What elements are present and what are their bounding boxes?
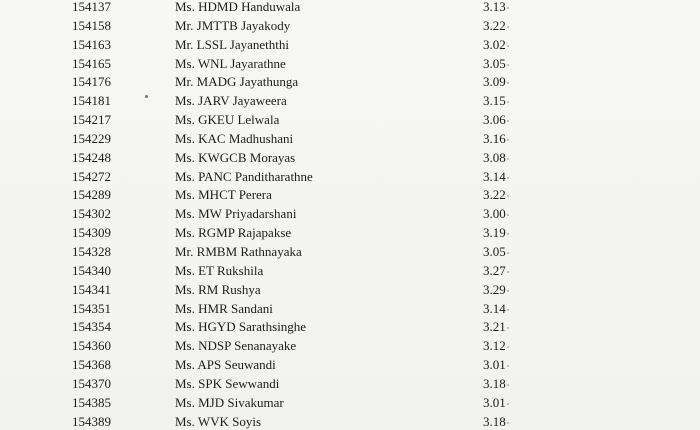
table-row — [0, 186, 700, 205]
student-name: Ms. KWGCB Morayas — [175, 149, 296, 165]
table-row — [0, 130, 700, 149]
student-id: 154217 — [72, 112, 111, 128]
student-name: Ms. RM Rushya — [175, 281, 261, 297]
table-row — [0, 17, 700, 36]
table-row — [0, 73, 700, 92]
student-name: Ms. HGYD Sarathsinghe — [175, 319, 307, 335]
student-name: Ms. GKEU Lelwala — [175, 112, 280, 128]
scan-dot — [507, 346, 509, 348]
student-score: 3.13 — [483, 0, 506, 14]
student-name: Ms. WNL Jayarathne — [175, 55, 286, 71]
student-name: Ms. SPK Sewwandi — [175, 375, 280, 391]
student-score: 3.01 — [483, 357, 506, 373]
table-row — [0, 92, 700, 111]
table-row — [0, 224, 700, 243]
student-score: 3.22 — [483, 17, 506, 33]
student-score: 3.16 — [483, 130, 506, 146]
student-name: Ms. PANC Panditharathne — [175, 168, 313, 184]
student-id: 154137 — [72, 0, 111, 14]
table-row — [0, 394, 700, 413]
scan-dot — [507, 252, 509, 254]
student-score: 3.05 — [483, 55, 506, 71]
scan-dot — [507, 101, 509, 103]
student-id: 154248 — [72, 149, 111, 165]
student-score: 3.18 — [483, 375, 506, 391]
scan-dot — [507, 214, 509, 216]
table-row — [0, 318, 700, 337]
student-score: 3.27 — [483, 262, 506, 278]
scan-dot — [507, 64, 509, 66]
student-id: 154272 — [72, 168, 111, 184]
student-name: Ms. KAC Madhushani — [175, 130, 294, 146]
student-score: 3.06 — [483, 112, 506, 128]
student-score: 3.29 — [483, 281, 506, 297]
scan-dot — [507, 26, 509, 28]
student-id: 154360 — [72, 338, 111, 354]
student-name: Mr. RMBM Rathnayaka — [175, 243, 302, 259]
student-score: 3.18 — [483, 413, 506, 429]
student-score: 3.01 — [483, 394, 506, 410]
student-id: 154289 — [72, 187, 111, 203]
table-row — [0, 281, 700, 300]
scan-dot — [507, 422, 509, 424]
student-id: 154341 — [72, 281, 111, 297]
student-score: 3.02 — [483, 36, 506, 52]
student-id: 154328 — [72, 243, 111, 259]
table-row — [0, 0, 700, 17]
scan-dot — [507, 195, 509, 197]
student-name: Mr. JMTTB Jayakody — [175, 17, 291, 33]
student-id: 154385 — [72, 394, 111, 410]
student-name: Ms. HDMD Handuwala — [175, 0, 301, 14]
student-score: 3.12 — [483, 338, 506, 354]
table-row — [0, 205, 700, 224]
student-name: Ms. HMR Sandani — [175, 300, 273, 316]
scan-dot — [507, 384, 509, 386]
student-name: Ms. MW Priyadarshani — [175, 206, 297, 222]
scan-dot — [507, 82, 509, 84]
student-score: 3.14 — [483, 168, 506, 184]
student-score: 3.22 — [483, 187, 506, 203]
student-score: 3.14 — [483, 300, 506, 316]
scan-dot — [507, 327, 509, 329]
scan-dot — [507, 365, 509, 367]
student-score: 3.19 — [483, 225, 506, 241]
student-name: Ms. MJD Sivakumar — [175, 394, 284, 410]
table-row — [0, 300, 700, 319]
student-score: 3.21 — [483, 319, 506, 335]
student-id: 154389 — [72, 413, 111, 429]
scan-dot — [507, 309, 509, 311]
scan-dot — [507, 290, 509, 292]
student-id: 154351 — [72, 300, 111, 316]
table-row — [0, 356, 700, 375]
table-row — [0, 168, 700, 187]
table-row — [0, 149, 700, 168]
student-score: 3.08 — [483, 149, 506, 165]
scan-dot — [507, 403, 509, 405]
student-score: 3.15 — [483, 93, 506, 109]
student-id: 154176 — [72, 74, 111, 90]
table-row — [0, 375, 700, 394]
student-score: 3.05 — [483, 243, 506, 259]
student-id: 154340 — [72, 262, 111, 278]
scan-dot — [507, 139, 509, 141]
student-id: 154368 — [72, 357, 111, 373]
student-id: 154302 — [72, 206, 111, 222]
table-row — [0, 337, 700, 356]
student-name: Ms. JARV Jayaweera — [175, 93, 287, 109]
student-id: 154181 — [72, 93, 111, 109]
student-score: 3.09 — [483, 74, 506, 90]
student-id: 154370 — [72, 375, 111, 391]
table-row — [0, 243, 700, 262]
student-name: Ms. WVK Soyis — [175, 413, 262, 429]
student-id: 154309 — [72, 225, 111, 241]
scan-dot — [507, 177, 509, 179]
table-row — [0, 55, 700, 74]
table-row — [0, 262, 700, 281]
student-name: Ms. MHCT Perera — [175, 187, 272, 203]
student-id: 154229 — [72, 130, 111, 146]
scan-dot — [507, 120, 509, 122]
scan-dot — [507, 158, 509, 160]
scan-dot — [507, 7, 509, 9]
student-score: 3.00 — [483, 206, 506, 222]
student-name: Ms. NDSP Senanayake — [175, 338, 297, 354]
student-name: Mr. MADG Jayathunga — [175, 74, 299, 90]
student-id: 154354 — [72, 319, 111, 335]
table-row — [0, 413, 700, 430]
table-row — [0, 111, 700, 130]
student-name: Ms. ET Rukshila — [175, 262, 264, 278]
student-id: 154158 — [72, 17, 111, 33]
student-id: 154165 — [72, 55, 111, 71]
scan-dot — [507, 45, 509, 47]
table-row — [0, 36, 700, 55]
student-name: Ms. APS Seuwandi — [175, 357, 276, 373]
scan-dot — [507, 271, 509, 273]
student-id: 154163 — [72, 36, 111, 52]
student-name: Ms. RGMP Rajapakse — [175, 225, 292, 241]
student-name: Mr. LSSL Jayaneththi — [175, 36, 289, 52]
scan-dot — [507, 233, 509, 235]
